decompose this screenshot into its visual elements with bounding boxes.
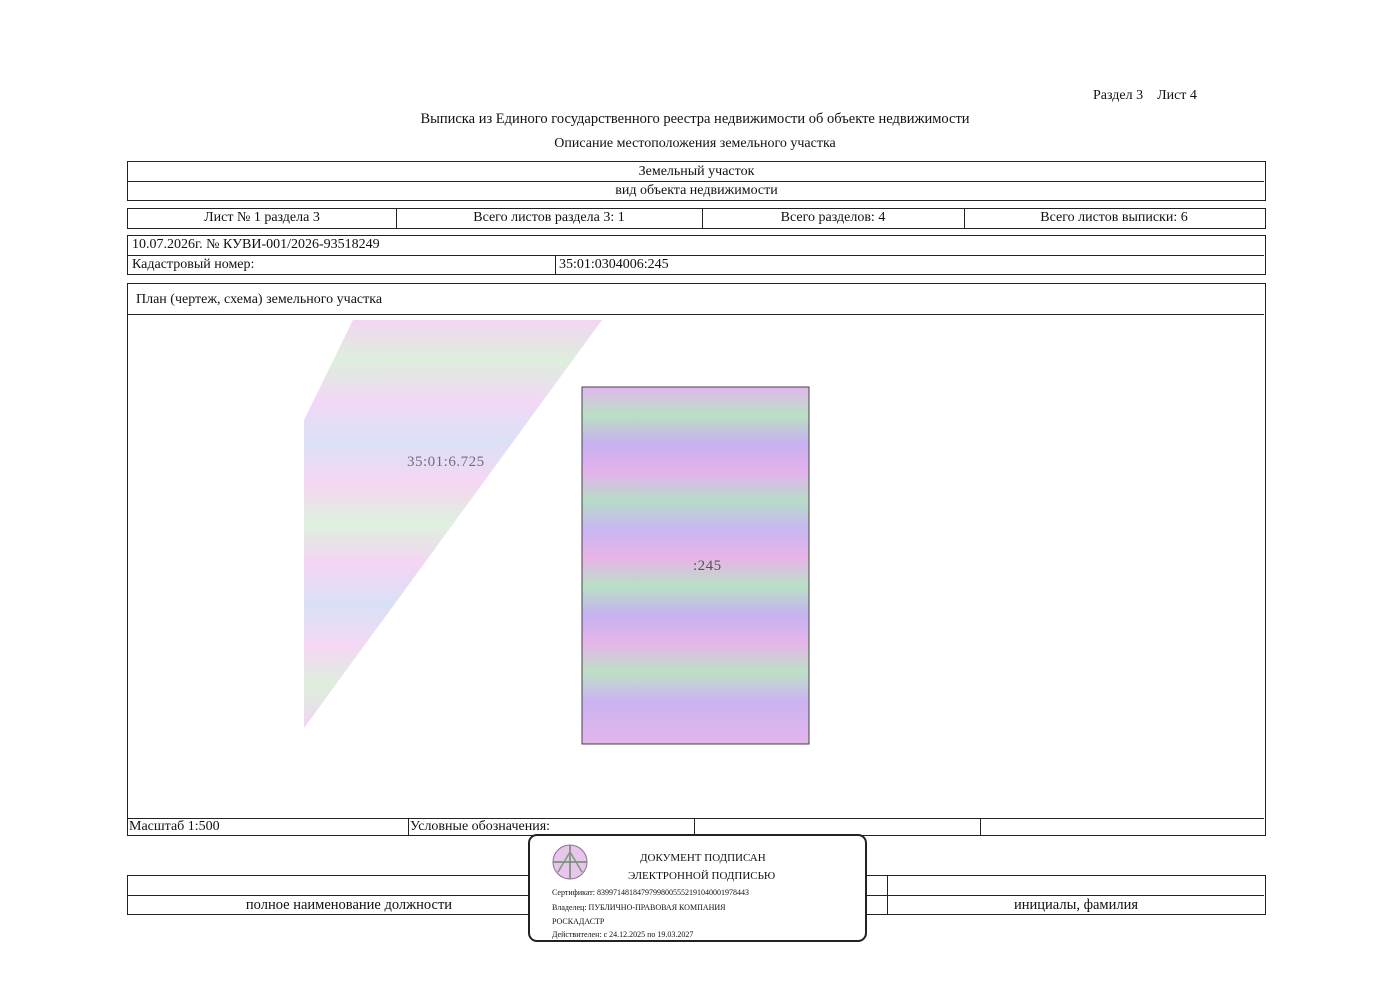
divider <box>555 255 556 274</box>
stamp-owner: Владелец: ПУБЛИЧНО-ПРАВОВАЯ КОМПАНИЯ <box>552 903 726 912</box>
divider <box>128 818 1264 819</box>
position-caption: полное наименование должности <box>245 897 453 913</box>
plan-title: План (чертеж, схема) земельного участка <box>136 292 383 307</box>
rosreestr-emblem-icon <box>550 842 590 882</box>
name-caption: инициалы, фамилия <box>1013 897 1139 913</box>
neighbor-parcel <box>304 320 602 728</box>
divider <box>408 818 409 835</box>
divider <box>980 818 981 835</box>
sheet-info-row <box>127 208 1266 229</box>
object-type: Земельный участок <box>638 164 755 179</box>
total-sections: Всего разделов: 4 <box>780 210 886 225</box>
stamp-certificate: Сертификат: 8399714818479799800555219104000197844З <box>552 888 749 897</box>
plan-drawing <box>130 316 1264 818</box>
legend-label: Условные обозначения: <box>410 819 551 834</box>
plan-scale: Масштаб 1:500 <box>129 819 220 834</box>
stamp-owner-2: РОСКАДАСТР <box>552 917 605 926</box>
subject-parcel-label: :245 <box>693 558 722 574</box>
registry-box <box>127 235 1266 275</box>
stamp-valid: Действителен: с 24.12.2025 по 19.03.2027 <box>552 930 694 939</box>
stamp-line-1: ДОКУМЕНТ ПОДПИСАН <box>640 852 766 864</box>
sheet-number: Лист № 1 раздела 3 <box>204 210 320 225</box>
divider <box>128 255 1264 256</box>
divider <box>128 181 1264 182</box>
divider <box>694 818 695 835</box>
registry-date-number: 10.07.2026г. № КУВИ-001/2026-93518249 <box>132 237 380 252</box>
document-subtitle: Описание местоположения земельного участка <box>554 136 836 151</box>
stamp-line-2: ЭЛЕКТРОННОЙ ПОДПИСЬЮ <box>628 870 776 882</box>
section-sheet-label: Раздел 3 Лист 4 <box>1093 88 1197 103</box>
total-sheets-section: Всего листов раздела 3: 1 <box>473 210 625 225</box>
object-type-caption: вид объекта недвижимости <box>615 183 778 198</box>
divider <box>128 314 1264 315</box>
electronic-signature-stamp <box>528 834 867 942</box>
neighbor-parcel-label: 35:01:6.725 <box>407 454 485 470</box>
total-sheets-extract: Всего листов выписки: 6 <box>1040 210 1188 225</box>
object-type-box <box>127 161 1266 201</box>
cadastral-number-label: Кадастровый номер: <box>132 257 255 272</box>
document-title: Выписка из Единого государственного реестра недвижимости об объекте недвижимости <box>420 111 970 127</box>
cadastral-number-value: 35:01:0304006:245 <box>559 257 669 272</box>
